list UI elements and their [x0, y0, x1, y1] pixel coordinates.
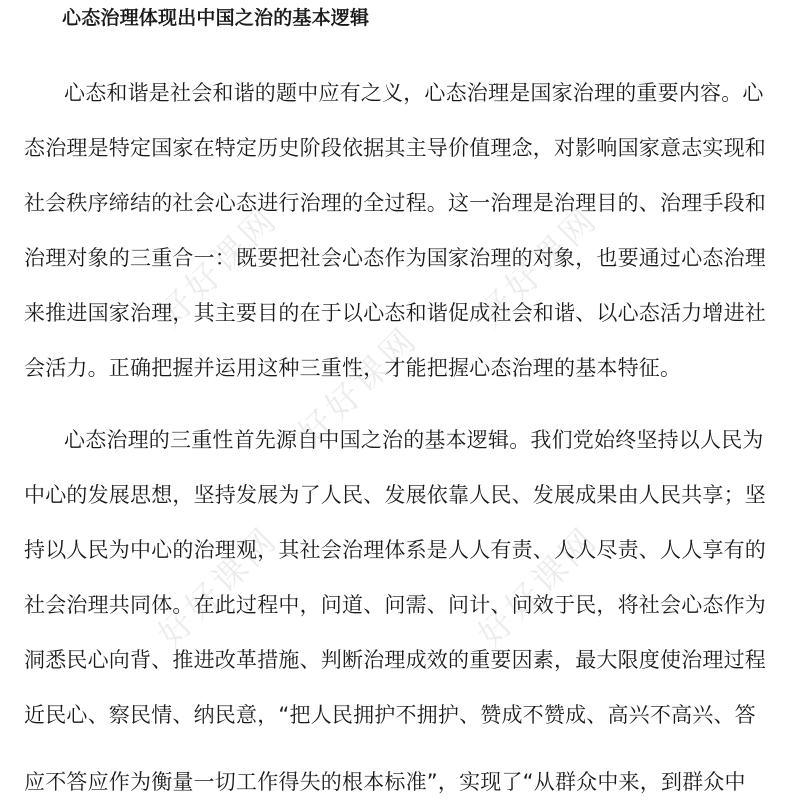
watermark: 好好课网 — [470, 199, 607, 335]
watermark: 好好课网 — [470, 519, 607, 655]
watermark: 好好课网 — [290, 319, 427, 455]
paragraph-2-line: 持以人民为中心的治理观，其社会治理体系是人人有责、人人尽责、人人享有的 — [24, 538, 766, 562]
paragraph-1-line: 社会秩序缔结的社会心态进行治理的全过程。这一治理是治理目的、治理手段和 — [24, 191, 766, 215]
paragraph-2-line: 社会治理共同体。在此过程中，问道、问需、问计、问效于民，将社会心态作为 — [24, 593, 766, 617]
paragraph-1-line: 会活力。正确把握并运用这种三重性，才能把握心态治理的基本特征。 — [24, 356, 682, 380]
paragraph-2-line: 中心的发展思想，坚持发展为了人民、发展依靠人民、发展成果由人民共享；坚 — [24, 483, 766, 507]
paragraph-1-line: 来推进国家治理，其主要目的在于以心态和谐促成社会和谐、以心态活力增进社 — [24, 301, 766, 325]
paragraph-1-line: 心态和谐是社会和谐的题中应有之义，心态治理是国家治理的重要内容。心 — [64, 81, 764, 105]
document-title: 心态治理体现出中国之治的基本逻辑 — [62, 7, 370, 29]
paragraph-2-line: 心态治理的三重性首先源自中国之治的基本逻辑。我们党始终坚持以人民为 — [64, 428, 764, 452]
watermark: 好好课网 — [150, 199, 287, 335]
paragraph-1-line: 态治理是特定国家在特定历史阶段依据其主导价值理念，对影响国家意志实现和 — [24, 136, 766, 160]
paragraph-2-line: 近民心、察民情、纳民意，“把人民拥护不拥护、赞成不赞成、高兴不高兴、答 — [24, 703, 756, 727]
paragraph-2-line: 应不答应作为衡量一切工作得失的根本标准”，实现了“从群众中来，到群众中 — [24, 770, 746, 794]
paragraph-1-line: 治理对象的三重合一：既要把社会心态作为国家治理的对象，也要通过心态治理 — [24, 246, 766, 270]
paragraph-2-line: 洞悉民心向背、推进改革措施、判断治理成效的重要因素，最大限度使治理过程 — [24, 648, 766, 672]
watermark: 好好课网 — [150, 519, 287, 655]
